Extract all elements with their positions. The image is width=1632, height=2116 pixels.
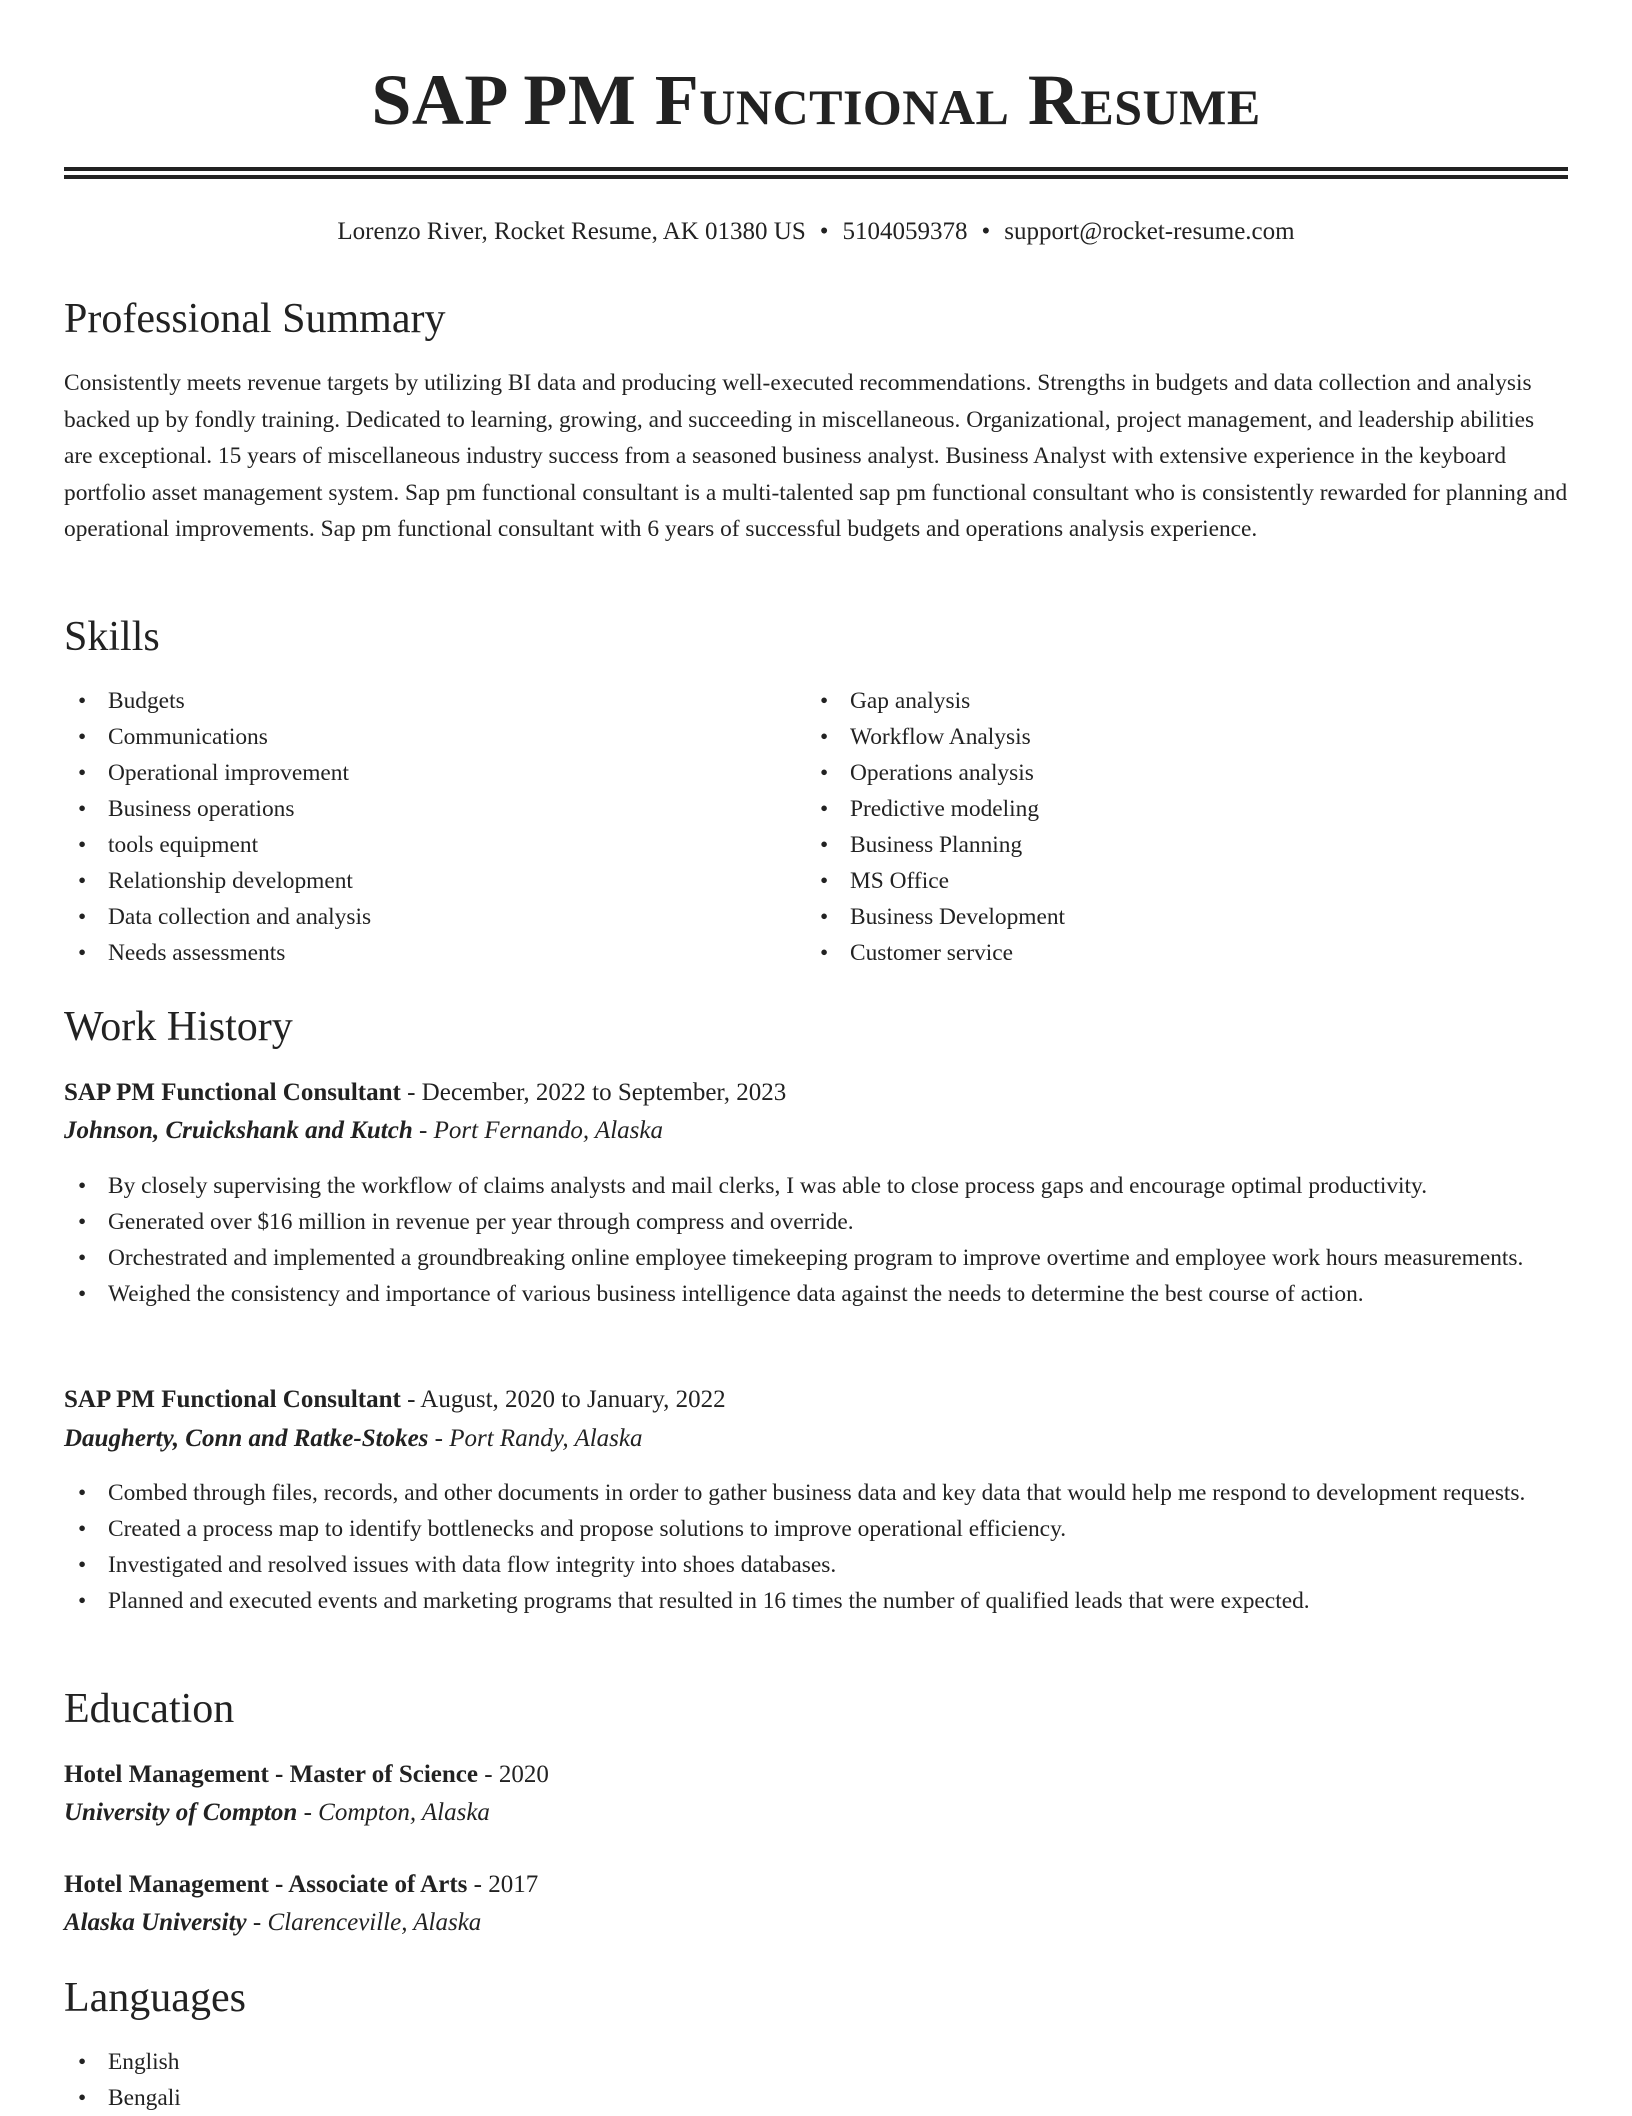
job-bullet: • Planned and executed events and marketing programs that resulted in 16 times the number of qualified leads that were expected. xyxy=(64,1583,1568,1619)
education-location: - Clarenceville, Alaska xyxy=(246,1909,482,1936)
language-item: • English xyxy=(64,2044,764,2080)
education-heading: Education xyxy=(64,1686,235,1732)
job-location: - Port Fernando, Alaska xyxy=(412,1117,663,1144)
job-title: SAP PM Functional Consultant xyxy=(64,1386,401,1413)
skills-list-left xyxy=(64,683,764,971)
title-rule-bottom xyxy=(64,175,1568,179)
title-rule-top xyxy=(64,167,1568,171)
skill-item: • Business operations xyxy=(64,791,764,827)
job-company: Daugherty, Conn and Ratke-Stokes xyxy=(64,1425,429,1452)
contact-address: Lorenzo River, Rocket Resume, AK 01380 US xyxy=(337,218,806,245)
education-location: - Compton, Alaska xyxy=(297,1799,490,1826)
language-item: • Bengali xyxy=(64,2080,764,2116)
job-bullet: • Orchestrated and implemented a groundbreaking online employee timekeeping program to improve overtime and employee work hours measurements. xyxy=(64,1240,1568,1276)
contact-phone: 5104059378 xyxy=(842,218,968,245)
job-bullet: • Weighed the consistency and importance of various business intelligence data against the needs to determine the best course of action. xyxy=(64,1276,1568,1312)
skill-item: • Business Development xyxy=(806,899,1506,935)
skill-item: • Workflow Analysis xyxy=(806,719,1506,755)
job-title-line xyxy=(64,1075,786,1111)
education-school: University of Compton xyxy=(64,1799,298,1826)
job-title: SAP PM Functional Consultant xyxy=(64,1079,401,1106)
education-degree-line xyxy=(64,1867,538,1903)
contact-email: support@rocket-resume.com xyxy=(1004,218,1295,245)
job-company-line xyxy=(64,1421,643,1457)
job-company-line xyxy=(64,1113,663,1149)
summary-heading: Professional Summary xyxy=(64,296,446,342)
languages-heading: Languages xyxy=(64,1975,246,2021)
job-location: - Port Randy, Alaska xyxy=(428,1425,643,1452)
skill-item: • Relationship development xyxy=(64,863,764,899)
contact-line xyxy=(0,215,1632,249)
job-bullet: • Combed through files, records, and other documents in order to gather business data and key data that would help me respond to development requests. xyxy=(64,1475,1568,1511)
skill-item: • Operations analysis xyxy=(806,755,1506,791)
education-degree-line xyxy=(64,1757,549,1793)
skill-item: • Needs assessments xyxy=(64,935,764,971)
skill-item: • Communications xyxy=(64,719,764,755)
education-year: - 2017 xyxy=(467,1871,539,1898)
job-dates: - August, 2020 to January, 2022 xyxy=(400,1386,726,1413)
job-bullet: • Created a process map to identify bottlenecks and propose solutions to improve operational efficiency. xyxy=(64,1511,1568,1547)
education-degree: Hotel Management - Associate of Arts xyxy=(64,1871,468,1898)
skill-item: • Business Planning xyxy=(806,827,1506,863)
education-year: - 2020 xyxy=(478,1761,549,1788)
skill-item: • Gap analysis xyxy=(806,683,1506,719)
education-school: Alaska University xyxy=(64,1909,247,1936)
skills-list-right xyxy=(806,683,1506,971)
job-bullet: • By closely supervising the workflow of claims analysts and mail clerks, I was able to close process gaps and encourage optimal productivity. xyxy=(64,1168,1568,1204)
resume-title: SAP PM Functional Resume xyxy=(371,60,1261,140)
job-bullets xyxy=(64,1168,1568,1312)
job-company: Johnson, Cruickshank and Kutch xyxy=(64,1117,413,1144)
skill-item: • Predictive modeling xyxy=(806,791,1506,827)
skills-heading: Skills xyxy=(64,614,160,660)
job-bullet: • Generated over $16 million in revenue per year through compress and override. xyxy=(64,1204,1568,1240)
job-bullet: • Investigated and resolved issues with data flow integrity into shoes databases. xyxy=(64,1547,1568,1583)
summary-text: Consistently meets revenue targets by utilizing BI data and producing well-executed recommendations. Strengths in budgets and data collection and analysis backed up by fondly training. Dedicated to learning, growing, and succeeding in miscellaneous. Organizational, project management, and leadership abilities are exceptional. 15 years of miscellaneous industry success from a seasoned business analyst. Business Analyst with extensive experience in the keyboard portfolio asset management system. Sap pm functional consultant is a multi-talented sap pm functional consultant who is consistently rewarded for planning and operational improvements. Sap pm functional consultant with 6 years of successful budgets and operations analysis experience. xyxy=(64,370,1568,543)
job-dates: - December, 2022 to September, 2023 xyxy=(400,1079,787,1106)
skill-item: • Customer service xyxy=(806,935,1506,971)
skill-item: • Budgets xyxy=(64,683,764,719)
job-title-line xyxy=(64,1382,726,1418)
education-degree: Hotel Management - Master of Science xyxy=(64,1761,478,1788)
job-bullets xyxy=(64,1475,1568,1619)
skill-item: • Operational improvement xyxy=(64,755,764,791)
skill-item: • MS Office xyxy=(806,863,1506,899)
contact-separator: • xyxy=(981,218,991,245)
contact-separator: • xyxy=(819,218,829,245)
skill-item: • tools equipment xyxy=(64,827,764,863)
skill-item: • Data collection and analysis xyxy=(64,899,764,935)
education-school-line xyxy=(64,1795,490,1831)
education-school-line xyxy=(64,1905,481,1941)
languages-list xyxy=(64,2044,764,2116)
work-heading: Work History xyxy=(64,1004,293,1050)
